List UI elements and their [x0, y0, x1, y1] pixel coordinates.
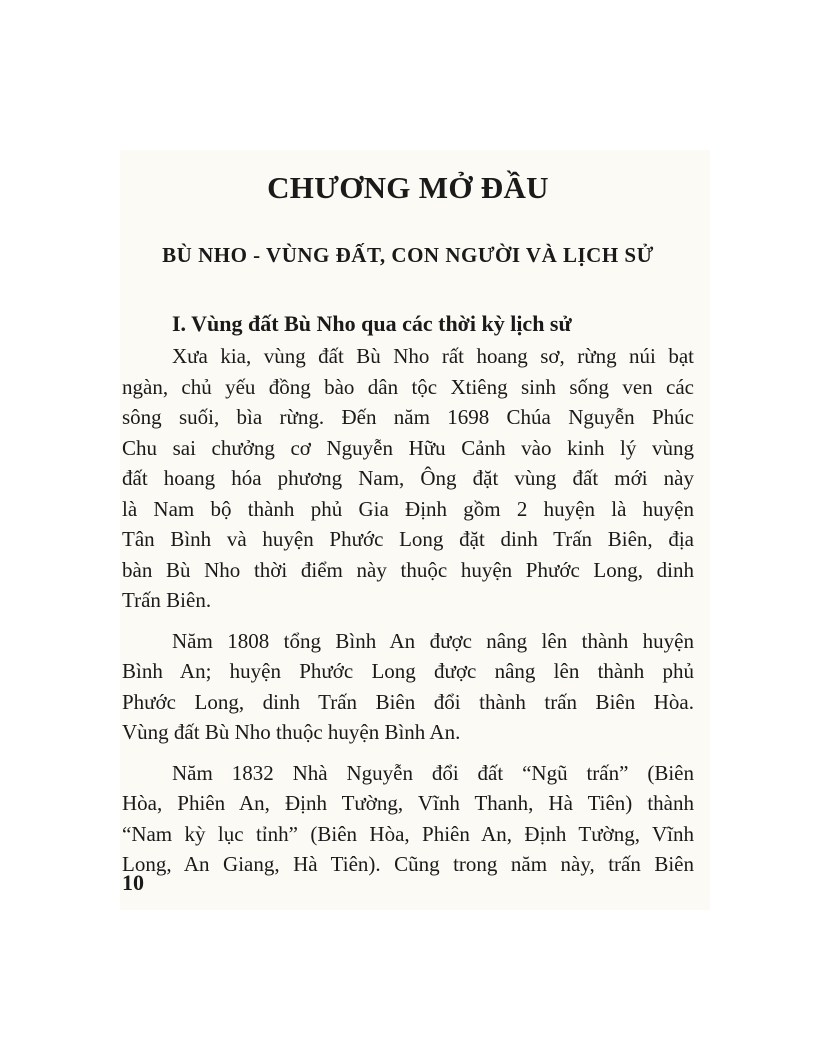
chapter-subtitle: BÙ NHO - VÙNG ĐẤT, CON NGƯỜI VÀ LỊCH SỬ: [162, 243, 654, 267]
text-line: Trấn Biên.: [122, 588, 212, 612]
text-line: Bình An; huyện Phước Long được nâng lên thành phủ: [122, 659, 694, 683]
text-line: ngàn, chủ yếu đồng bào dân tộc Xtiêng sinh sống ven các: [122, 374, 694, 399]
text-line: “Nam kỳ lục tỉnh” (Biên Hòa, Phiên An, Định Tường, Vĩnh: [122, 821, 694, 846]
body-text: [122, 341, 694, 890]
chapter-title: CHƯƠNG MỞ ĐẦU: [267, 170, 549, 205]
text-line: Xưa kia, vùng đất Bù Nho rất hoang sơ, rừng núi bạt: [172, 344, 694, 368]
text-line: Năm 1832 Nhà Nguyễn đổi đất “Ngũ trấn” (Biên: [172, 760, 694, 785]
text-line: là Nam bộ thành phủ Gia Định gồm 2 huyện là huyện: [122, 496, 694, 521]
paragraph: [122, 626, 694, 748]
text-line: bàn Bù Nho thời điểm này thuộc huyện Phước Long, dinh: [122, 557, 694, 582]
text-line: Long, An Giang, Hà Tiên). Cũng trong năm này, trấn Biên: [122, 852, 694, 876]
section-heading: I. Vùng đất Bù Nho qua các thời kỳ lịch sử: [172, 311, 572, 336]
text-line: Hòa, Phiên An, Định Tường, Vĩnh Thanh, Hà Tiên) thành: [122, 791, 694, 815]
text-line: sông suối, bìa rừng. Đến năm 1698 Chúa Nguyễn Phúc: [122, 405, 694, 429]
text-line: đất hoang hóa phương Nam, Ông đặt vùng đất mới này: [122, 466, 694, 490]
paragraph: [122, 758, 694, 880]
text-line: Năm 1808 tổng Bình An được nâng lên thành huyện: [172, 628, 694, 653]
text-line: Vùng đất Bù Nho thuộc huyện Bình An.: [122, 720, 461, 744]
paragraph: [122, 341, 694, 616]
text-line: Tân Bình và huyện Phước Long đặt dinh Trấn Biên, địa: [122, 527, 694, 551]
page-number: 10: [122, 870, 144, 895]
text-line: Phước Long, dinh Trấn Biên đổi thành trấn Biên Hòa.: [122, 689, 694, 714]
text-line: Chu sai chưởng cơ Nguyễn Hữu Cảnh vào kinh lý vùng: [122, 435, 694, 460]
